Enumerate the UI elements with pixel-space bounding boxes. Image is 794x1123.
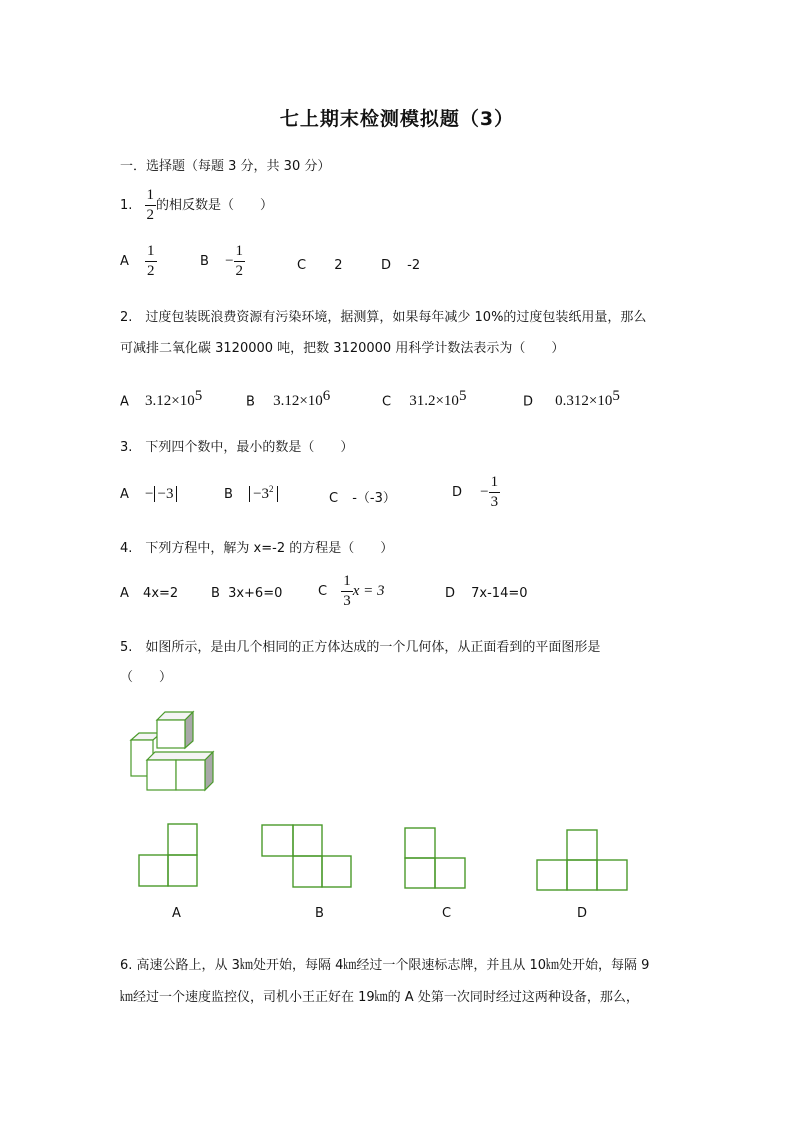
option-value: 4x=2	[143, 586, 179, 601]
square	[405, 828, 435, 858]
cube-row-top-face	[147, 752, 213, 760]
denominator: 2	[147, 263, 155, 279]
option-c	[382, 388, 466, 410]
square	[262, 825, 293, 856]
option-b	[246, 388, 330, 410]
fraction	[145, 188, 157, 223]
view-option-d	[535, 828, 631, 892]
option-value: 2	[334, 258, 343, 273]
square	[567, 860, 597, 890]
numerator: 1	[145, 244, 157, 262]
absolute-value	[249, 486, 277, 502]
exponent: 5	[458, 388, 467, 404]
question-stem: 的相反数是（ ）	[156, 198, 274, 213]
square	[139, 855, 168, 886]
option-value: 31.2×10	[409, 393, 459, 410]
exponent: 6	[322, 388, 331, 404]
exponent: 5	[612, 388, 620, 404]
view-label-b: B	[315, 906, 324, 921]
cube-front-right	[176, 760, 205, 790]
denominator: 2	[146, 207, 155, 223]
square	[567, 830, 597, 860]
option-c	[297, 258, 343, 273]
view-label-d: D	[577, 906, 588, 921]
fraction	[234, 244, 246, 279]
exponent: 2	[269, 484, 274, 494]
question-1	[120, 188, 273, 223]
option-a	[120, 586, 178, 601]
numerator: 1	[341, 574, 353, 592]
option-label: D	[445, 586, 456, 601]
minus-sign: −	[480, 484, 489, 500]
option-label: B	[224, 487, 233, 502]
option-label: B	[200, 254, 209, 269]
numerator: 1	[489, 475, 501, 493]
option-label: A	[120, 586, 129, 601]
square	[405, 858, 435, 888]
equation-rest: x = 3	[352, 583, 385, 599]
exponent: 5	[194, 388, 203, 404]
option-label: C	[329, 491, 339, 506]
view-option-a	[136, 822, 200, 888]
denominator: 3	[490, 494, 499, 510]
option-label: B	[211, 586, 220, 601]
view-option-b	[260, 823, 354, 889]
option-value: 3.12×10	[273, 393, 323, 410]
fraction	[145, 244, 157, 279]
section-heading: 一．选择题（每题 3 分，共 30 分）	[120, 159, 331, 174]
minus-sign: −	[225, 253, 234, 269]
minus-sign: −	[145, 486, 154, 502]
option-b	[224, 484, 278, 503]
question-3: 3. 下列四个数中，最小的数是（ ）	[120, 440, 354, 455]
absolute-value: −3	[154, 486, 178, 502]
option-b	[200, 244, 245, 279]
square	[293, 856, 322, 887]
option-a	[120, 388, 202, 410]
option-label: D	[452, 485, 463, 500]
option-b	[211, 586, 282, 601]
option-value: -（-3）	[352, 491, 396, 506]
option-label: A	[120, 487, 129, 502]
fraction	[341, 574, 353, 609]
option-c	[318, 574, 385, 609]
numerator: 1	[234, 244, 246, 262]
square	[435, 858, 465, 888]
option-value: 3.12×10	[145, 393, 195, 410]
cube-stack-figure	[125, 708, 220, 796]
question-5-line-1: 5. 如图所示，是由几个相同的正方体达成的一个几何体，从正面看到的平面图形是	[120, 640, 601, 655]
option-label: D	[523, 394, 534, 410]
cube-top	[157, 720, 185, 748]
option-c	[329, 487, 396, 506]
page-title: 七上期末检测模拟题（3）	[279, 108, 515, 130]
option-d	[445, 586, 528, 601]
question-2-line-1: 2. 过度包装既浪费资源有污染环境，据测算，如果每年减少 10%的过度包装纸用量，那么	[120, 310, 647, 325]
question-6-line-1: 6. 高速公路上，从 3㎞处开始，每隔 4㎞经过一个限速标志牌，并且从 10㎞处开始，每隔 9	[120, 958, 650, 973]
denominator: 3	[343, 593, 351, 609]
question-5-line-2: （ ）	[120, 670, 173, 685]
option-d	[523, 388, 620, 410]
question-2-line-2: 可减排二氧化碳 3120000 吨，把数 3120000 用科学计数法表示为（ ）	[120, 341, 565, 356]
question-number: 1.	[120, 198, 133, 213]
question-6-line-2: ㎞经过一个速度监控仪，司机小王正好在 19㎞的 A 处第一次同时经过这两种设备，那么，	[120, 990, 639, 1005]
option-label: D	[381, 258, 392, 273]
fraction	[489, 475, 501, 510]
numerator: 1	[145, 188, 157, 206]
option-value: 3x+6=0	[228, 586, 283, 601]
cube-front-middle	[147, 760, 176, 790]
option-value: 7x-14=0	[471, 586, 528, 601]
view-label-a: A	[172, 906, 181, 921]
option-a	[120, 486, 177, 503]
option-label: B	[246, 394, 255, 410]
square	[293, 825, 322, 856]
square	[537, 860, 567, 890]
option-label: C	[382, 394, 392, 410]
option-a	[120, 244, 157, 279]
option-d	[381, 258, 420, 273]
option-value: 0.312×10	[555, 393, 613, 410]
view-label-c: C	[442, 906, 452, 921]
base: −3	[253, 486, 270, 502]
option-value: -2	[407, 258, 421, 273]
denominator: 2	[235, 263, 244, 279]
square	[168, 855, 197, 886]
view-option-c	[403, 826, 469, 890]
question-4: 4. 下列方程中，解为 x=-2 的方程是（ ）	[120, 541, 394, 556]
option-d	[452, 475, 500, 510]
option-label: C	[297, 258, 307, 273]
option-label: A	[120, 254, 129, 269]
option-label: C	[318, 584, 328, 599]
square	[322, 856, 351, 887]
square	[168, 824, 197, 855]
option-label: A	[120, 394, 129, 410]
square	[597, 860, 627, 890]
